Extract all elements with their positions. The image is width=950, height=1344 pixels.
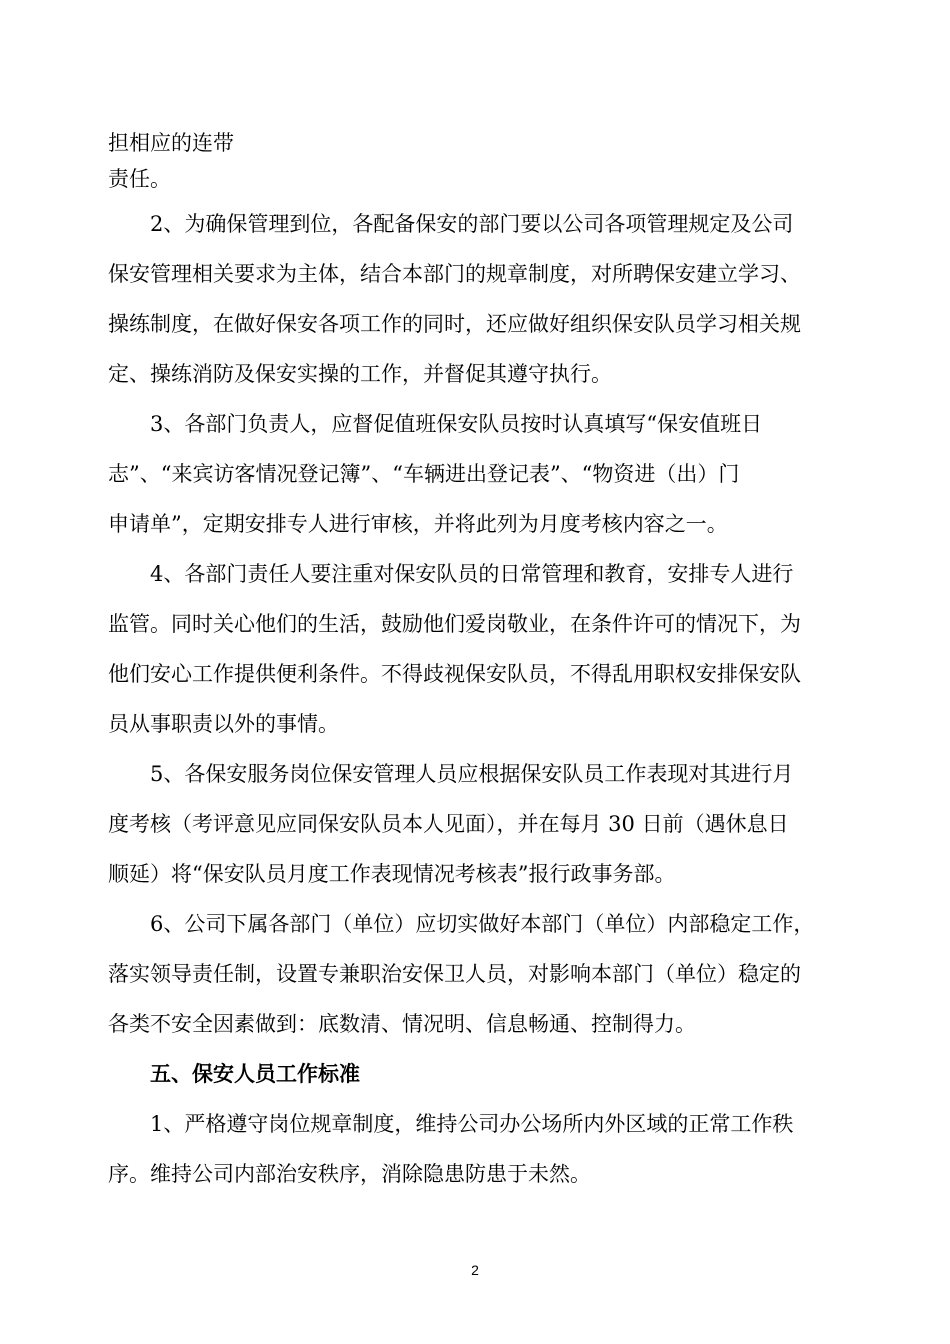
paragraph-2-line-1: 2、为确保管理到位，各配备保安的部门要以公司各项管理规定及公司 <box>150 212 794 236</box>
paragraph-6-line-1: 6、公司下属各部门（单位）应切实做好本部门（单位）内部稳定工作， <box>150 912 815 936</box>
paragraph-4-line-3: 他们安心工作提供便利条件。不得歧视保安队员，不得乱用职权安排保安队 <box>108 662 801 686</box>
paragraph-2-line-2: 保安管理相关要求为主体，结合本部门的规章制度，对所聘保安建立学习、 <box>108 262 801 286</box>
paragraph-5-line-3: 顺延）将“保安队员月度工作表现情况考核表”报行政事务部。 <box>108 862 676 886</box>
paragraph-5-line-1: 5、各保安服务岗位保安管理人员应根据保安队员工作表现对其进行月 <box>150 762 794 786</box>
paragraph-4-line-4: 员从事职责以外的事情。 <box>108 712 339 736</box>
paragraph-3-line-2: 志”、“来宾访客情况登记簿”、“车辆进出登记表”、“物资进（出）门 <box>108 462 740 486</box>
paragraph-4-line-1: 4、各部门责任人要注重对保安队员的日常管理和教育，安排专人进行 <box>150 562 794 586</box>
paragraph-2-line-4: 定、操练消防及保安实操的工作，并督促其遵守执行。 <box>108 362 612 386</box>
section-heading: 五、保安人员工作标准 <box>150 1061 360 1086</box>
paragraph-3-line-1: 3、各部门负责人，应督促值班保安队员按时认真填写“保安值班日 <box>150 412 763 436</box>
standard-1-line-1: 1、严格遵守岗位规章制度，维持公司办公场所内外区域的正常工作秩 <box>150 1112 794 1136</box>
paragraph-5-line-2: 度考核（考评意见应同保安队员本人见面），并在每月 30 日前（遇休息日 <box>108 812 789 836</box>
page-number: 2 <box>471 1262 479 1278</box>
text-line: 担相应的连带 <box>108 131 234 155</box>
paragraph-3-line-3: 申请单”，定期安排专人进行审核，并将此列为月度考核内容之一。 <box>108 512 728 536</box>
paragraph-6-line-3: 各类不安全因素做到：底数清、情况明、信息畅通、控制得力。 <box>108 1012 696 1036</box>
paragraph-4-line-2: 监管。同时关心他们的生活，鼓励他们爱岗敬业，在条件许可的情况下，为 <box>108 612 801 636</box>
text-line: 责任。 <box>108 167 171 191</box>
paragraph-2-line-3: 操练制度，在做好保安各项工作的同时，还应做好组织保安队员学习相关规 <box>108 312 801 336</box>
standard-1-line-2: 序。维持公司内部治安秩序，消除隐患防患于未然。 <box>108 1162 591 1186</box>
paragraph-6-line-2: 落实领导责任制，设置专兼职治安保卫人员，对影响本部门（单位）稳定的 <box>108 962 801 986</box>
